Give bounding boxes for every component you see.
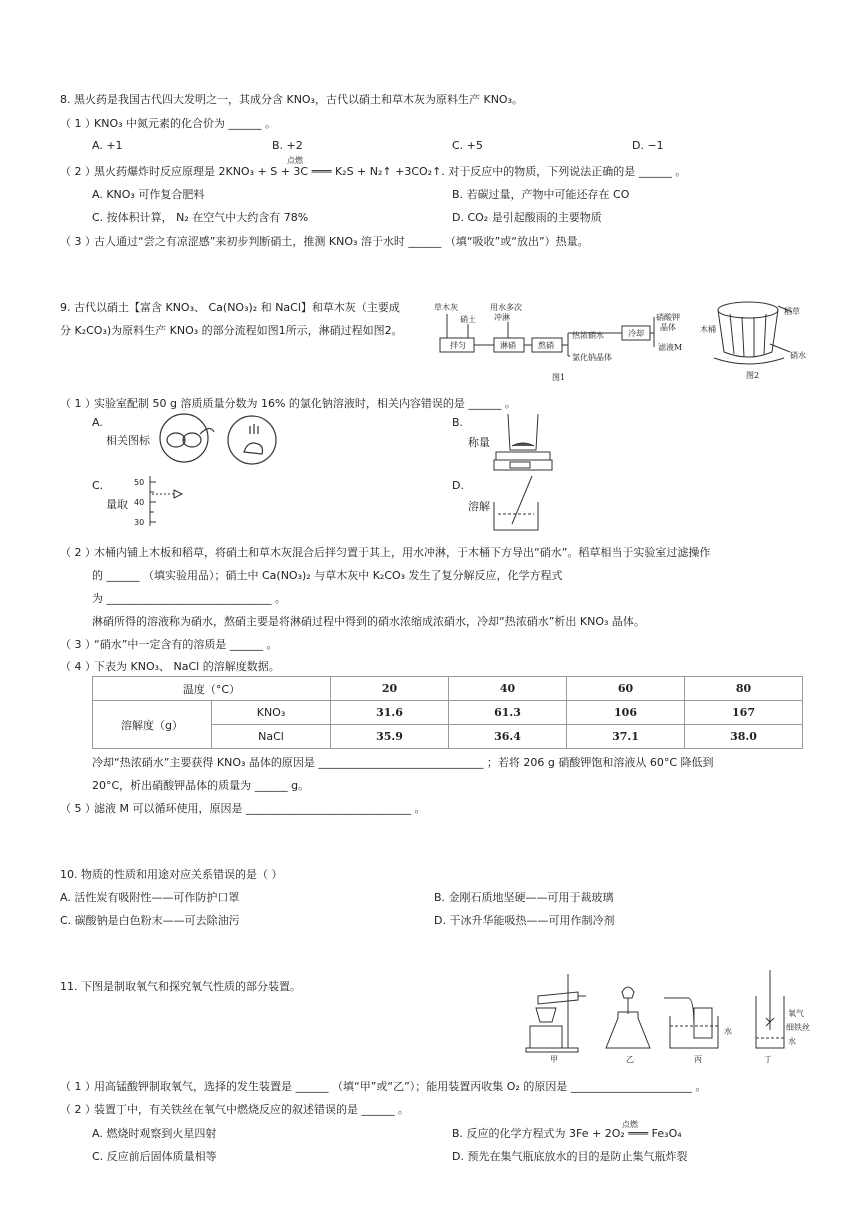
table-cell: 37.1 (567, 725, 685, 749)
q9-p1-option-a-label: 相关图标 (106, 434, 150, 447)
table-cell: 106 (567, 701, 685, 725)
apparatus-label-bing: 丙 (694, 1055, 702, 1064)
q8-p1-option-b[interactable]: B. +2 (272, 139, 303, 152)
q10-option-d[interactable]: D. 干冰升华能吸热——可用作制冷剂 (434, 914, 615, 927)
cylinder-tick-40: 40 (134, 498, 145, 507)
q9-p4-text: 下表为 KNO₃、 NaCl 的溶解度数据。 (94, 660, 280, 673)
graduated-cylinder-figure (130, 472, 190, 530)
q9-p5-text: 滤液 M 可以循环使用，原因是 ______________________________ 。 (94, 802, 426, 815)
q11-p2-option-d[interactable]: D. 预先在集气瓶底放水的目的是防止集气瓶炸裂 (452, 1150, 688, 1163)
table-temp: 60 (567, 677, 685, 701)
table-row (93, 701, 803, 725)
flow-box-mix-label: 拌匀 (450, 341, 466, 350)
safety-icons (158, 412, 284, 468)
q9-p2-text: 木桶内铺上木板和稻草，将硝土和草木灰混合后拌匀置于其上，用水冲淋，于木桶下方导出“硝水”。稻草相当于实验室过滤操作 (94, 546, 711, 559)
apparatus-label-yi: 乙 (626, 1055, 634, 1064)
q8-p3-text: 古人通过“尝之有凉涩感”来初步判断硝土，推测 KNO₃ 溶于水时 ______ （填“吸收”或“放出”）热量。 (94, 235, 589, 248)
table-cell: 38.0 (685, 725, 803, 749)
bucket-label-water: 硝水 (790, 351, 806, 360)
cylinder-tick-30: 30 (134, 518, 145, 527)
flow-out-filtrate: 滤液M (658, 343, 683, 352)
q11-reaction-condition: 点燃 (622, 1120, 638, 1129)
q8-p2-text: 黑火药爆炸时反应原理是 2KNO₃ + S + 3C ═══ K₂S + N₂↑ +3CO₂↑. 对于反应中的物质，下列说法正确的是 ______ 。 (94, 165, 687, 178)
q9-p5-number: （ 5 ） (60, 802, 96, 815)
table-cell: 61.3 (449, 701, 567, 725)
q11-stem: 11. 下图是制取氧气和探究氧气性质的部分装置。 (60, 980, 301, 993)
q9-p1-text: 实验室配制 50 g 溶质质量分数为 16% 的氯化钠溶液时，相关内容错误的是 ______ 。 (94, 397, 516, 410)
table-header-solubility: 溶解度（g） (93, 701, 212, 749)
table-cell: 31.6 (331, 701, 449, 725)
q8-p2-option-b[interactable]: B. 若碳过量，产物中可能还存在 CO (452, 188, 630, 201)
flow-out-crystal: 晶体 (660, 323, 676, 332)
table-cell: 167 (685, 701, 803, 725)
q9-stem-line2: 分 K₂CO₃)为原料生产 KNO₃ 的部分流程如图1所示，淋硝过程如图2。 (60, 324, 403, 337)
bucket-label-bucket: 木桶 (700, 325, 716, 334)
q11-p1-text: 用高锰酸钾制取氧气，选择的发生装置是 ______ （填“甲”或“乙”）；能用装置丙收集 O₂ 的原因是 ______________________ 。 (94, 1080, 707, 1093)
q8-stem: 8. 黑火药是我国古代四大发明之一，其成分含 KNO₃，古代以硝土和草木灰为原料生产 KNO₃。 (60, 93, 524, 106)
q10-stem: 10. 物质的性质和用途对应关系错误的是（ ） (60, 868, 283, 881)
table-temp: 80 (685, 677, 803, 701)
q8-reaction-condition: 点燃 (287, 156, 303, 165)
q8-p1-number: （ 1 ） (60, 117, 96, 130)
apparatus-label-ding: 丁 (764, 1055, 772, 1064)
q9-p1-option-b-label: 称量 (468, 436, 490, 449)
flow-box-boil-label: 熬硝 (538, 341, 554, 350)
q9-p1-option-a[interactable]: A. (92, 416, 103, 429)
q9-p1-option-c-label: 量取 (106, 498, 128, 511)
table-row (93, 677, 803, 701)
q9-p3-number: （ 3 ） (60, 638, 96, 651)
apparatus-label-water-ding: 水 (788, 1037, 796, 1046)
flow-mid-hot-water: 热浓硝水 (572, 331, 604, 340)
q9-p2-number: （ 2 ） (60, 546, 96, 559)
table-cell: 35.9 (331, 725, 449, 749)
q9-p1-option-c[interactable]: C. (92, 479, 104, 492)
flow-input-water1: 用水多次 (490, 303, 522, 312)
q11-p2-option-b[interactable]: B. 反应的化学方程式为 3Fe + 2O₂ ═══ Fe₃O₄ (452, 1127, 682, 1140)
flow-box-leach-label: 淋硝 (500, 341, 516, 350)
apparatus-label-iron-wire: 细铁丝 (786, 1023, 810, 1032)
table-cell: 36.4 (449, 725, 567, 749)
q9-p1-option-d-label: 溶解 (468, 500, 490, 513)
solubility-table (92, 676, 803, 749)
flow-out-kno3: 硝酸钾 (656, 313, 680, 322)
q9-p1-option-d[interactable]: D. (452, 479, 464, 492)
table-temp: 40 (449, 677, 567, 701)
q9-p2-line4: 淋硝所得的溶液称为硝水，熬硝主要是将淋硝过程中得到的硝水浓缩成浓硝水，冷却“热浓硝水”析出 KNO₃ 晶体。 (92, 615, 645, 628)
table-header-temperature: 温度（°C） (93, 677, 331, 701)
q11-p2-option-a[interactable]: A. 燃烧时观察到火星四射 (92, 1127, 217, 1140)
q9-p2-line3: 为 ______________________________ 。 (92, 592, 286, 605)
oxygen-apparatus-figure (518, 968, 816, 1066)
hand-wash-icon (228, 416, 276, 464)
q8-p1-text: KNO₃ 中氮元素的化合价为 ______ 。 (94, 117, 276, 130)
q9-p4-number: （ 4 ） (60, 660, 96, 673)
q9-p4-after2: 20°C，析出硝酸钾晶体的质量为 ______ g。 (92, 779, 310, 792)
cylinder-tick-50: 50 (134, 478, 145, 487)
q11-p2-text: 装置丁中，有关铁丝在氧气中燃烧反应的叙述错误的是 ______ 。 (94, 1103, 409, 1116)
flow-input-water2: 冲淋 (494, 313, 510, 322)
q8-p2-number: （ 2 ） (60, 165, 96, 178)
q11-p1-number: （ 1 ） (60, 1080, 96, 1093)
q8-p2-option-c[interactable]: C. 按体积计算， N₂ 在空气中大约含有 78% (92, 211, 309, 224)
q8-p1-option-a[interactable]: A. +1 (92, 139, 123, 152)
q9-p4-after1: 冷却“热浓硝水”主要获得 KNO₃ 晶体的原因是 ______________________________ ；若将 206 g 硝酸钾饱和溶液从 60°C 降低到 (92, 756, 714, 769)
balance-beaker-figure (492, 410, 554, 474)
bucket-figure (700, 296, 812, 384)
q8-p1-option-c[interactable]: C. +5 (452, 139, 483, 152)
q8-p2-option-a[interactable]: A. KNO₃ 可作复合肥料 (92, 188, 205, 201)
flow-chart-figure (432, 300, 684, 384)
flow-input-ash: 草木灰 (434, 303, 458, 312)
q8-p2-option-d[interactable]: D. CO₂ 是引起酸雨的主要物质 (452, 211, 602, 224)
q9-stem-line1: 9. 古代以硝土【富含 KNO₃、 Ca(NO₃)₂ 和 NaCl】和草木灰（主要成 (60, 301, 400, 314)
q9-p2-line2: 的 ______ （填实验用品）；硝土中 Ca(NO₃)₂ 与草木灰中 K₂CO₃ 发生了复分解反应，化学方程式 (92, 569, 563, 582)
figure1-caption: 图1 (552, 373, 566, 382)
q8-p1-option-d[interactable]: D. −1 (632, 139, 664, 152)
q9-p1-number: （ 1 ） (60, 397, 96, 410)
table-row-name: KNO₃ (212, 701, 331, 725)
apparatus-label-jia: 甲 (550, 1055, 558, 1064)
q10-option-c[interactable]: C. 碳酸钠是白色粉末——可去除油污 (60, 914, 240, 927)
q11-p2-option-c[interactable]: C. 反应前后固体质量相等 (92, 1150, 217, 1163)
q10-option-a[interactable]: A. 活性炭有吸附性——可作防护口罩 (60, 891, 240, 904)
table-temp: 20 (331, 677, 449, 701)
apparatus-label-oxygen: 氧气 (788, 1009, 804, 1018)
flow-mid-nacl: 氯化钠晶体 (572, 353, 612, 362)
flow-input-soil: 硝土 (460, 315, 476, 324)
dissolving-beaker-figure (490, 472, 548, 536)
table-row-name: NaCl (212, 725, 331, 749)
q9-p1-option-b[interactable]: B. (452, 416, 464, 429)
q10-option-b[interactable]: B. 金刚石质地坚硬——可用于裁玻璃 (434, 891, 614, 904)
q9-p3-text: “硝水”中一定含有的溶质是 ______ 。 (94, 638, 278, 651)
figure2-caption: 图2 (746, 371, 760, 380)
apparatus-label-water-bing: 水 (724, 1027, 732, 1036)
bucket-label-straw: 稻草 (784, 307, 800, 316)
q8-p3-number: （ 3 ） (60, 235, 96, 248)
flow-box-cool-label: 冷却 (628, 329, 644, 338)
q11-p2-number: （ 2 ） (60, 1103, 96, 1116)
